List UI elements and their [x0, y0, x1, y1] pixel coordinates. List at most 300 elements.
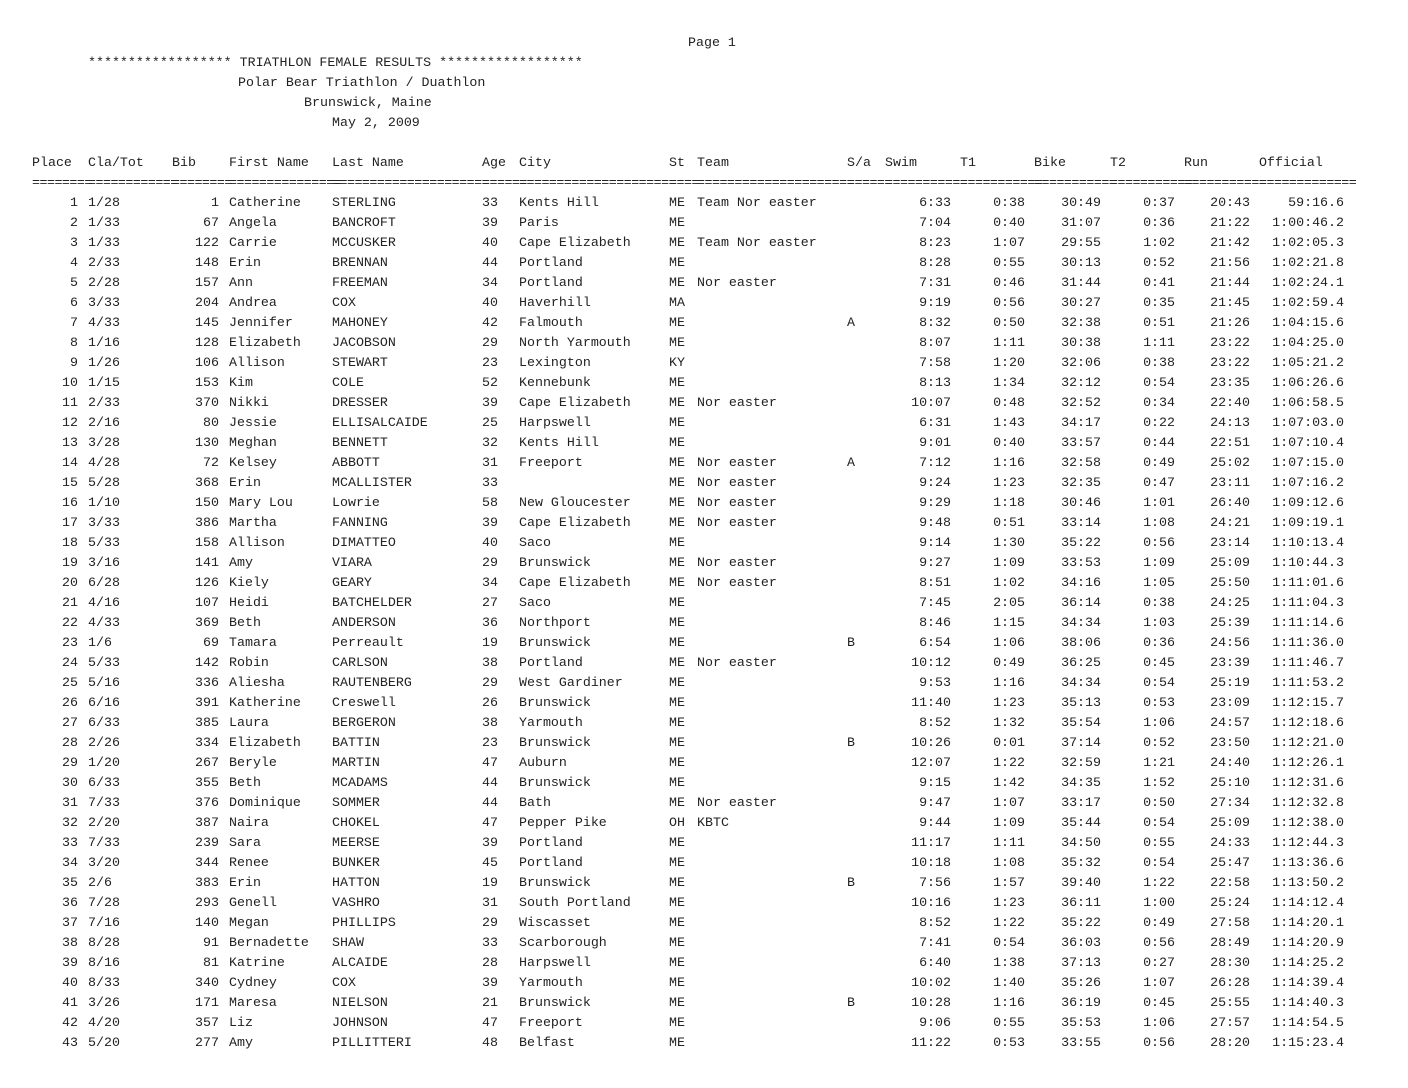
- cell-state: ME: [669, 255, 685, 270]
- cell-official: 1:02:21.8: [1272, 255, 1344, 270]
- cell-t1: 1:08: [993, 855, 1025, 870]
- cell-run: 23:14: [1210, 535, 1250, 550]
- col-class-total: Cla/Tot: [88, 155, 144, 170]
- cell-age: 32: [482, 435, 498, 450]
- cell-last-name: MEERSE: [332, 835, 380, 850]
- column-headers: [0, 155, 1408, 171]
- cell-class-total: 7/28: [88, 895, 120, 910]
- cell-team: Nor easter: [697, 795, 777, 810]
- cell-t1: 1:30: [993, 535, 1025, 550]
- cell-bike: 34:34: [1061, 615, 1101, 630]
- cell-t1: 0:40: [993, 215, 1025, 230]
- cell-official: 1:09:19.1: [1272, 515, 1344, 530]
- cell-state: ME: [669, 535, 685, 550]
- cell-last-name: VIARA: [332, 555, 372, 570]
- cell-state: ME: [669, 915, 685, 930]
- cell-t2: 0:45: [1143, 995, 1175, 1010]
- cell-bib: 106: [195, 355, 219, 370]
- table-row: [0, 455, 1408, 475]
- cell-last-name: PHILLIPS: [332, 915, 396, 930]
- cell-swim: 7:56: [919, 875, 951, 890]
- cell-last-name: ELLISALCAIDE: [332, 415, 428, 430]
- cell-city: Freeport: [519, 1015, 583, 1030]
- cell-swim: 9:44: [919, 815, 951, 830]
- cell-place: 40: [62, 975, 78, 990]
- cell-bib: 150: [195, 495, 219, 510]
- cell-last-name: VASHRO: [332, 895, 380, 910]
- cell-age: 28: [482, 955, 498, 970]
- cell-class-total: 4/33: [88, 315, 120, 330]
- table-row: [0, 955, 1408, 975]
- cell-swim: 9:14: [919, 535, 951, 550]
- cell-bike: 35:22: [1061, 915, 1101, 930]
- cell-bike: 34:34: [1061, 675, 1101, 690]
- cell-t2: 0:54: [1143, 815, 1175, 830]
- cell-place: 28: [62, 735, 78, 750]
- cell-class-total: 2/16: [88, 415, 120, 430]
- cell-t2: 1:07: [1143, 975, 1175, 990]
- cell-city: Belfast: [519, 1035, 575, 1050]
- cell-swim: 9:15: [919, 775, 951, 790]
- cell-team: Team Nor easter: [697, 235, 817, 250]
- cell-class-total: 2/28: [88, 275, 120, 290]
- cell-bike: 30:49: [1061, 195, 1101, 210]
- cell-city: Kennebunk: [519, 375, 591, 390]
- cell-bib: 334: [195, 735, 219, 750]
- cell-official: 1:06:26.6: [1272, 375, 1344, 390]
- table-row: [0, 335, 1408, 355]
- cell-official: 1:14:12.4: [1272, 895, 1344, 910]
- table-row: [0, 555, 1408, 575]
- cell-run: 25:50: [1210, 575, 1250, 590]
- cell-t2: 1:09: [1143, 555, 1175, 570]
- cell-t2: 0:49: [1143, 915, 1175, 930]
- cell-place: 5: [70, 275, 78, 290]
- cell-city: Pepper Pike: [519, 815, 607, 830]
- rule-segment: ===========: [1034, 175, 1117, 190]
- cell-swim: 8:07: [919, 335, 951, 350]
- col-first-name: First Name: [229, 155, 309, 170]
- cell-place: 6: [70, 295, 78, 310]
- cell-city: Harpswell: [519, 955, 591, 970]
- cell-city: Bath: [519, 795, 551, 810]
- cell-official: 1:07:10.4: [1272, 435, 1344, 450]
- cell-age: 48: [482, 1035, 498, 1050]
- cell-bib: 385: [195, 715, 219, 730]
- cell-bib: 1: [211, 195, 219, 210]
- cell-t1: 1:09: [993, 815, 1025, 830]
- cell-run: 26:40: [1210, 495, 1250, 510]
- cell-bib: 293: [195, 895, 219, 910]
- col-place: Place: [32, 155, 72, 170]
- cell-bike: 33:17: [1061, 795, 1101, 810]
- cell-official: 1:02:05.3: [1272, 235, 1344, 250]
- cell-first-name: Dominique: [229, 795, 301, 810]
- table-row: [0, 595, 1408, 615]
- cell-class-total: 1/26: [88, 355, 120, 370]
- cell-last-name: MCCUSKER: [332, 235, 396, 250]
- cell-first-name: Sara: [229, 835, 261, 850]
- cell-swim: 7:12: [919, 455, 951, 470]
- cell-state: ME: [669, 595, 685, 610]
- cell-class-total: 1/20: [88, 755, 120, 770]
- cell-swim: 9:47: [919, 795, 951, 810]
- cell-city: Portland: [519, 655, 583, 670]
- cell-bike: 36:25: [1061, 655, 1101, 670]
- col-last-name: Last Name: [332, 155, 404, 170]
- table-row: [0, 915, 1408, 935]
- cell-sa: B: [847, 635, 855, 650]
- table-row: [0, 615, 1408, 635]
- table-row: [0, 675, 1408, 695]
- cell-run: 21:26: [1210, 315, 1250, 330]
- cell-state: ME: [669, 515, 685, 530]
- cell-state: ME: [669, 955, 685, 970]
- col-official: Official: [1259, 155, 1323, 170]
- cell-class-total: 5/16: [88, 675, 120, 690]
- cell-t1: 0:51: [993, 515, 1025, 530]
- cell-last-name: PILLITTERI: [332, 1035, 412, 1050]
- cell-run: 22:58: [1210, 875, 1250, 890]
- cell-bib: 376: [195, 795, 219, 810]
- cell-place: 41: [62, 995, 78, 1010]
- cell-class-total: 6/33: [88, 775, 120, 790]
- cell-place: 43: [62, 1035, 78, 1050]
- cell-last-name: MAHONEY: [332, 315, 388, 330]
- cell-age: 23: [482, 355, 498, 370]
- cell-state: ME: [669, 215, 685, 230]
- cell-first-name: Meghan: [229, 435, 277, 450]
- table-row: [0, 695, 1408, 715]
- cell-bib: 128: [195, 335, 219, 350]
- cell-t1: 1:07: [993, 235, 1025, 250]
- cell-t1: 0:48: [993, 395, 1025, 410]
- cell-class-total: 1/15: [88, 375, 120, 390]
- cell-age: 34: [482, 575, 498, 590]
- cell-state: ME: [669, 275, 685, 290]
- cell-team: Team Nor easter: [697, 195, 817, 210]
- cell-run: 22:40: [1210, 395, 1250, 410]
- rule-segment: ========: [172, 175, 232, 190]
- cell-official: 1:13:50.2: [1272, 875, 1344, 890]
- cell-city: Cape Elizabeth: [519, 235, 631, 250]
- cell-place: 17: [62, 515, 78, 530]
- event-date: May 2, 2009: [332, 115, 420, 130]
- cell-t2: 0:52: [1143, 255, 1175, 270]
- cell-place: 13: [62, 435, 78, 450]
- cell-team: Nor easter: [697, 555, 777, 570]
- cell-last-name: COX: [332, 295, 356, 310]
- cell-age: 39: [482, 515, 498, 530]
- cell-last-name: SOMMER: [332, 795, 380, 810]
- cell-bib: 344: [195, 855, 219, 870]
- cell-class-total: 3/16: [88, 555, 120, 570]
- cell-state: ME: [669, 655, 685, 670]
- cell-last-name: ANDERSON: [332, 615, 396, 630]
- cell-age: 19: [482, 635, 498, 650]
- cell-bike: 33:53: [1061, 555, 1101, 570]
- cell-last-name: STERLING: [332, 195, 396, 210]
- cell-t2: 0:41: [1143, 275, 1175, 290]
- cell-team: Nor easter: [697, 275, 777, 290]
- cell-run: 27:34: [1210, 795, 1250, 810]
- cell-state: ME: [669, 875, 685, 890]
- cell-age: 47: [482, 755, 498, 770]
- cell-t2: 1:03: [1143, 615, 1175, 630]
- cell-t2: 1:08: [1143, 515, 1175, 530]
- cell-swim: 7:45: [919, 595, 951, 610]
- cell-official: 1:06:58.5: [1272, 395, 1344, 410]
- cell-city: Kents Hill: [519, 435, 599, 450]
- cell-official: 1:07:03.0: [1272, 415, 1344, 430]
- table-row: [0, 875, 1408, 895]
- col-bike: Bike: [1034, 155, 1066, 170]
- cell-swim: 6:33: [919, 195, 951, 210]
- cell-city: Brunswick: [519, 735, 591, 750]
- cell-t1: 0:56: [993, 295, 1025, 310]
- cell-place: 7: [70, 315, 78, 330]
- table-row: [0, 395, 1408, 415]
- cell-place: 10: [62, 375, 78, 390]
- cell-swim: 8:13: [919, 375, 951, 390]
- cell-age: 38: [482, 715, 498, 730]
- cell-t2: 0:56: [1143, 535, 1175, 550]
- cell-last-name: HATTON: [332, 875, 380, 890]
- cell-age: 33: [482, 195, 498, 210]
- cell-age: 58: [482, 495, 498, 510]
- table-row: [0, 655, 1408, 675]
- cell-official: 1:14:40.3: [1272, 995, 1344, 1010]
- cell-t2: 0:56: [1143, 1035, 1175, 1050]
- cell-last-name: RAUTENBERG: [332, 675, 412, 690]
- cell-official: 59:16.6: [1288, 195, 1344, 210]
- table-row: [0, 935, 1408, 955]
- cell-state: MA: [669, 295, 685, 310]
- cell-bike: 32:59: [1061, 755, 1101, 770]
- rule-segment: ======: [847, 175, 892, 190]
- cell-last-name: MCALLISTER: [332, 475, 412, 490]
- cell-first-name: Beryle: [229, 755, 277, 770]
- cell-state: ME: [669, 635, 685, 650]
- cell-swim: 9:01: [919, 435, 951, 450]
- table-row: [0, 635, 1408, 655]
- cell-state: ME: [669, 855, 685, 870]
- rule-segment: ========: [32, 175, 92, 190]
- cell-class-total: 1/10: [88, 495, 120, 510]
- cell-swim: 10:26: [911, 735, 951, 750]
- cell-age: 47: [482, 815, 498, 830]
- cell-last-name: BANCROFT: [332, 215, 396, 230]
- cell-bib: 140: [195, 915, 219, 930]
- cell-state: ME: [669, 235, 685, 250]
- cell-last-name: Lowrie: [332, 495, 380, 510]
- cell-place: 32: [62, 815, 78, 830]
- cell-swim: 9:27: [919, 555, 951, 570]
- table-row: [0, 235, 1408, 255]
- cell-age: 52: [482, 375, 498, 390]
- cell-place: 9: [70, 355, 78, 370]
- cell-run: 25:24: [1210, 895, 1250, 910]
- cell-run: 25:55: [1210, 995, 1250, 1010]
- cell-t2: 0:50: [1143, 795, 1175, 810]
- cell-bike: 31:44: [1061, 275, 1101, 290]
- table-row: [0, 255, 1408, 275]
- rule-segment: =====================: [697, 175, 855, 190]
- cell-class-total: 3/26: [88, 995, 120, 1010]
- cell-city: Portland: [519, 855, 583, 870]
- cell-age: 29: [482, 675, 498, 690]
- cell-run: 24:40: [1210, 755, 1250, 770]
- cell-swim: 11:40: [911, 695, 951, 710]
- cell-first-name: Carrie: [229, 235, 277, 250]
- cell-state: ME: [669, 315, 685, 330]
- cell-state: ME: [669, 935, 685, 950]
- cell-bike: 32:06: [1061, 355, 1101, 370]
- cell-age: 44: [482, 795, 498, 810]
- cell-official: 1:12:26.1: [1272, 755, 1344, 770]
- cell-last-name: ALCAIDE: [332, 955, 388, 970]
- cell-t2: 0:22: [1143, 415, 1175, 430]
- col-bib: Bib: [172, 155, 196, 170]
- table-row: [0, 855, 1408, 875]
- cell-bike: 36:14: [1061, 595, 1101, 610]
- cell-last-name: COX: [332, 975, 356, 990]
- rule-segment: ===========: [885, 175, 968, 190]
- cell-swim: 10:28: [911, 995, 951, 1010]
- cell-t2: 1:21: [1143, 755, 1175, 770]
- cell-run: 23:50: [1210, 735, 1250, 750]
- cell-age: 29: [482, 335, 498, 350]
- cell-city: Portland: [519, 275, 583, 290]
- cell-first-name: Amy: [229, 555, 253, 570]
- cell-class-total: 4/16: [88, 595, 120, 610]
- cell-class-total: 5/33: [88, 655, 120, 670]
- cell-place: 23: [62, 635, 78, 650]
- table-row: [0, 215, 1408, 235]
- cell-run: 23:22: [1210, 335, 1250, 350]
- cell-age: 47: [482, 1015, 498, 1030]
- cell-official: 1:02:59.4: [1272, 295, 1344, 310]
- cell-t2: 1:52: [1143, 775, 1175, 790]
- cell-age: 38: [482, 655, 498, 670]
- cell-first-name: Erin: [229, 255, 261, 270]
- cell-class-total: 1/33: [88, 215, 120, 230]
- cell-t2: 0:45: [1143, 655, 1175, 670]
- cell-place: 19: [62, 555, 78, 570]
- cell-t2: 1:06: [1143, 1015, 1175, 1030]
- cell-last-name: COLE: [332, 375, 364, 390]
- table-row: [0, 495, 1408, 515]
- cell-t1: 1:18: [993, 495, 1025, 510]
- cell-swim: 11:22: [911, 1035, 951, 1050]
- cell-class-total: 1/28: [88, 195, 120, 210]
- cell-official: 1:04:15.6: [1272, 315, 1344, 330]
- cell-t2: 0:37: [1143, 195, 1175, 210]
- cell-run: 25:19: [1210, 675, 1250, 690]
- cell-age: 27: [482, 595, 498, 610]
- cell-age: 39: [482, 395, 498, 410]
- cell-city: Paris: [519, 215, 559, 230]
- cell-run: 23:22: [1210, 355, 1250, 370]
- rule-segment: ===========: [1184, 175, 1267, 190]
- cell-age: 26: [482, 695, 498, 710]
- cell-last-name: Creswell: [332, 695, 396, 710]
- col-city: City: [519, 155, 551, 170]
- cell-t2: 0:49: [1143, 455, 1175, 470]
- cell-t1: 1:11: [993, 335, 1025, 350]
- cell-first-name: Liz: [229, 1015, 253, 1030]
- cell-official: 1:00:46.2: [1272, 215, 1344, 230]
- cell-run: 27:58: [1210, 915, 1250, 930]
- cell-bib: 126: [195, 575, 219, 590]
- cell-state: ME: [669, 335, 685, 350]
- cell-city: Yarmouth: [519, 975, 583, 990]
- cell-swim: 9:24: [919, 475, 951, 490]
- cell-state: ME: [669, 695, 685, 710]
- cell-first-name: Cydney: [229, 975, 277, 990]
- cell-age: 40: [482, 295, 498, 310]
- cell-first-name: Kiely: [229, 575, 269, 590]
- cell-last-name: STEWART: [332, 355, 388, 370]
- cell-city: Northport: [519, 615, 591, 630]
- cell-bike: 36:19: [1061, 995, 1101, 1010]
- table-row: [0, 575, 1408, 595]
- cell-place: 11: [62, 395, 78, 410]
- cell-t2: 1:06: [1143, 715, 1175, 730]
- table-row: [0, 815, 1408, 835]
- cell-bib: 158: [195, 535, 219, 550]
- cell-state: ME: [669, 1035, 685, 1050]
- cell-bib: 69: [203, 635, 219, 650]
- cell-official: 1:10:13.4: [1272, 535, 1344, 550]
- cell-run: 25:47: [1210, 855, 1250, 870]
- table-row: [0, 895, 1408, 915]
- cell-swim: 9:48: [919, 515, 951, 530]
- table-row: [0, 535, 1408, 555]
- cell-bike: 32:52: [1061, 395, 1101, 410]
- cell-t2: 1:05: [1143, 575, 1175, 590]
- cell-bike: 37:13: [1061, 955, 1101, 970]
- table-row: [0, 315, 1408, 335]
- cell-t1: 0:55: [993, 255, 1025, 270]
- cell-swim: 10:12: [911, 655, 951, 670]
- cell-run: 20:43: [1210, 195, 1250, 210]
- cell-t1: 0:38: [993, 195, 1025, 210]
- cell-bib: 267: [195, 755, 219, 770]
- table-row: [0, 775, 1408, 795]
- cell-official: 1:04:25.0: [1272, 335, 1344, 350]
- cell-t2: 0:38: [1143, 355, 1175, 370]
- cell-bib: 148: [195, 255, 219, 270]
- cell-first-name: Mary Lou: [229, 495, 293, 510]
- cell-state: ME: [669, 835, 685, 850]
- cell-class-total: 8/28: [88, 935, 120, 950]
- cell-age: 42: [482, 315, 498, 330]
- cell-t1: 1:16: [993, 675, 1025, 690]
- cell-bib: 122: [195, 235, 219, 250]
- cell-place: 33: [62, 835, 78, 850]
- cell-age: 31: [482, 455, 498, 470]
- cell-first-name: Jessie: [229, 415, 277, 430]
- cell-t1: 1:57: [993, 875, 1025, 890]
- cell-class-total: 4/20: [88, 1015, 120, 1030]
- header-rule: [0, 175, 1408, 189]
- cell-class-total: 2/33: [88, 395, 120, 410]
- cell-first-name: Erin: [229, 475, 261, 490]
- cell-t1: 0:54: [993, 935, 1025, 950]
- cell-run: 22:51: [1210, 435, 1250, 450]
- cell-run: 25:39: [1210, 615, 1250, 630]
